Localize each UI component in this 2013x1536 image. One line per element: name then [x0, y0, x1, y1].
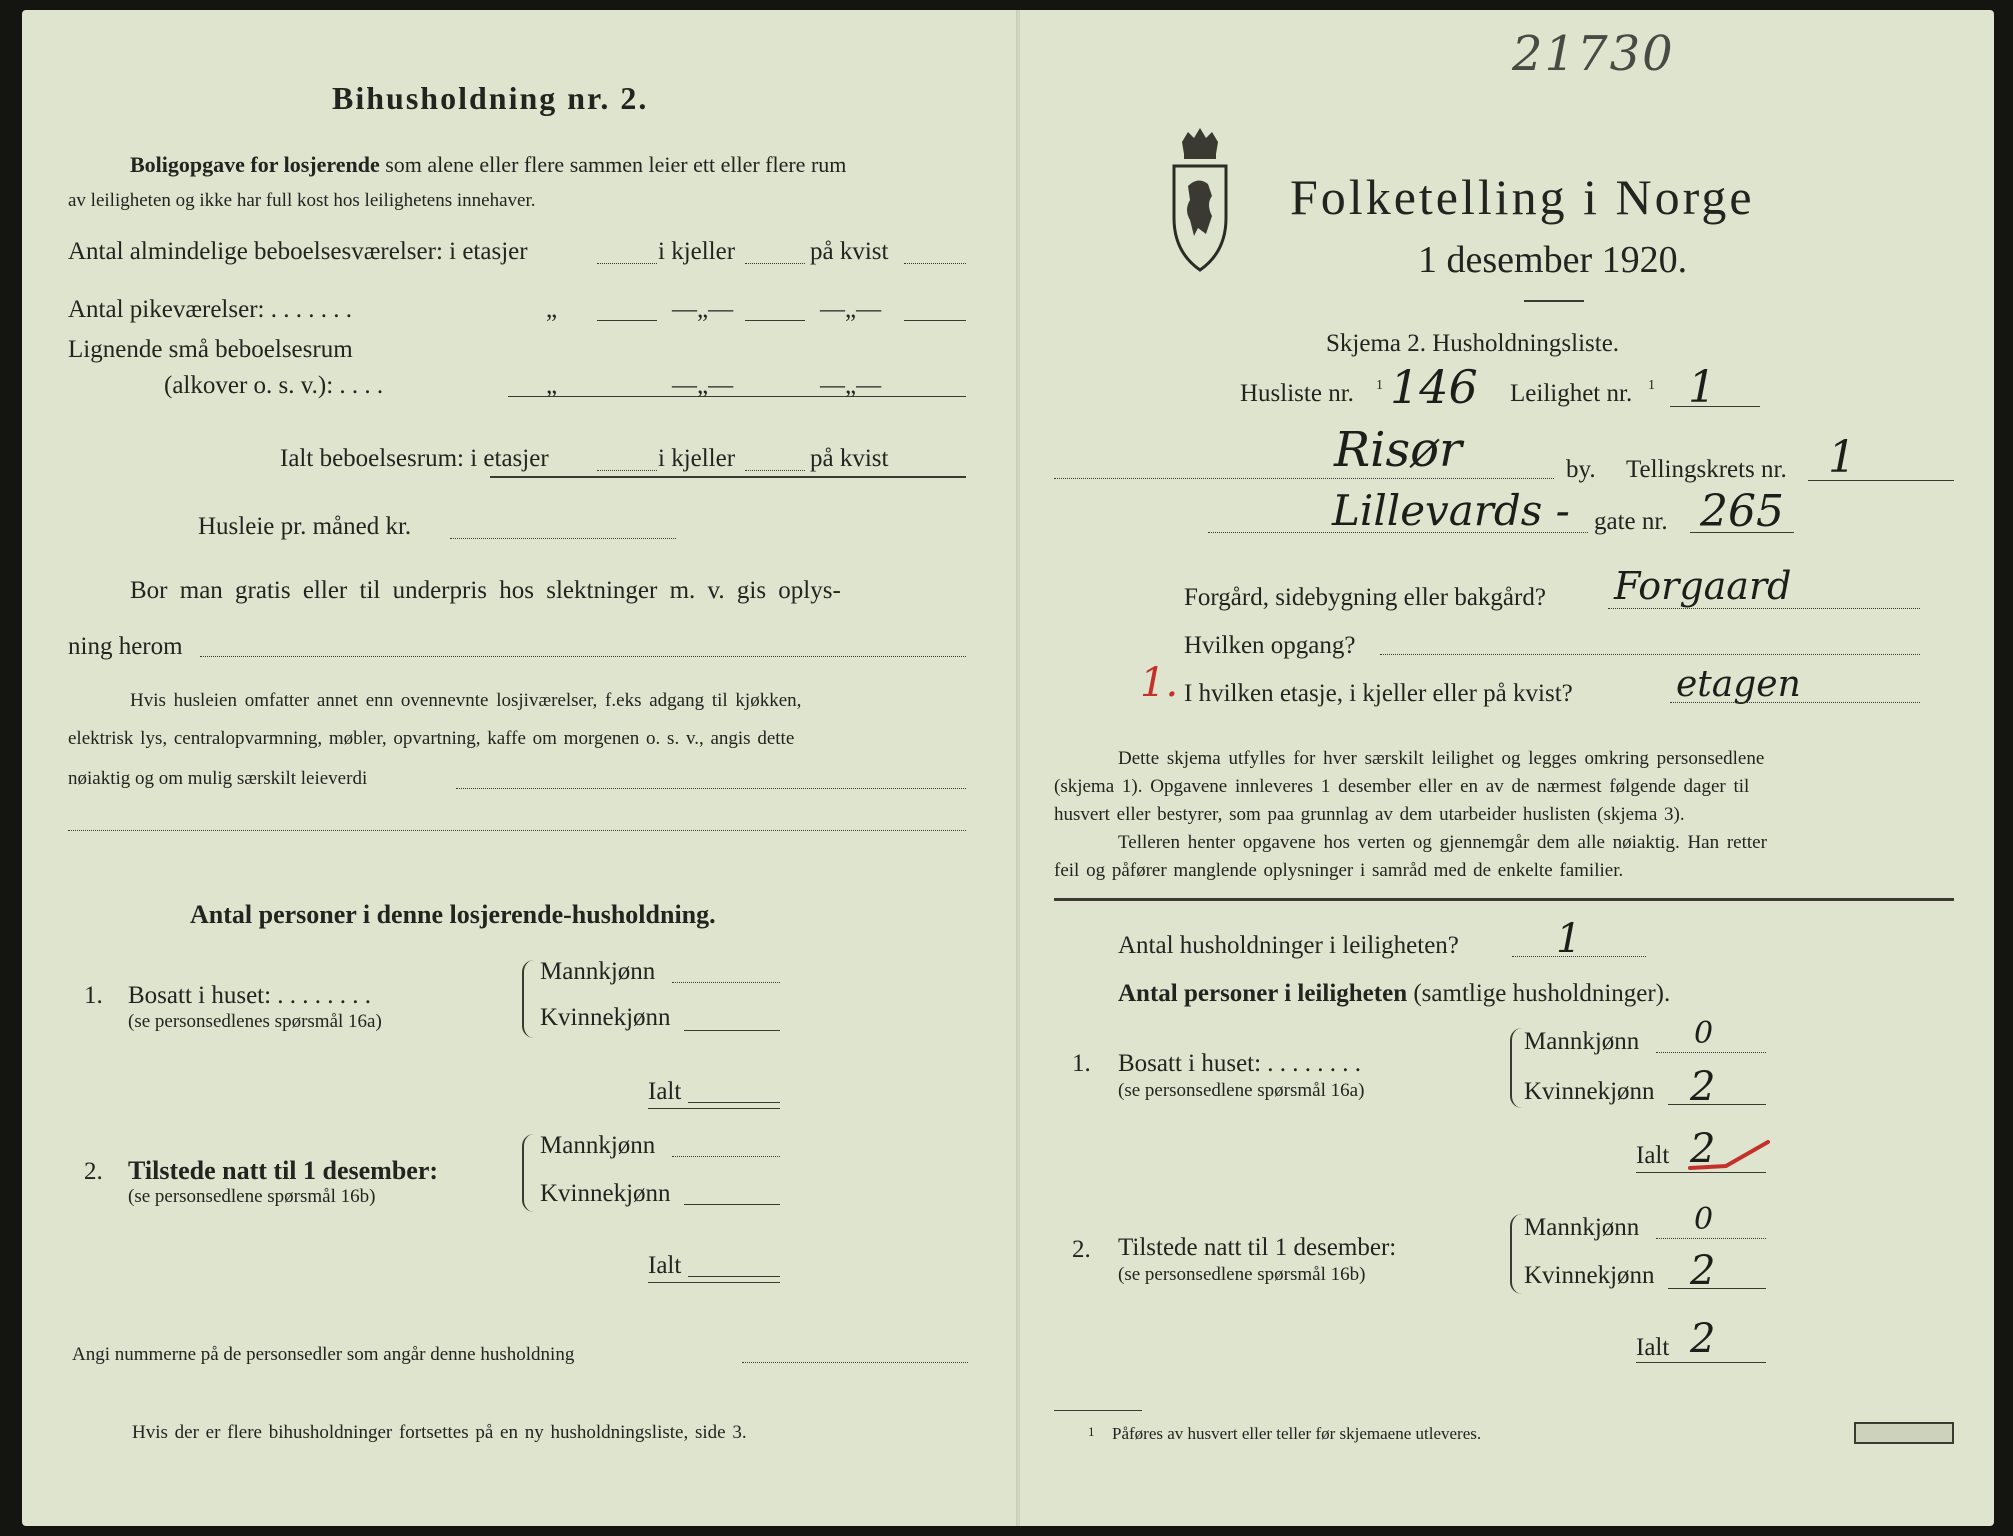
etasje-label: I hvilken etasje, i kjeller eller på kvist?: [1184, 680, 1573, 707]
left-q2-label: Tilstede natt til 1 desember:: [128, 1156, 439, 1185]
footnote-rule: [1054, 1410, 1142, 1411]
small-rooms-label-1: Lignende små beboelsesrum: [68, 336, 353, 363]
section-rule: [1054, 898, 1954, 901]
right-q1-mann-label: Mannkjønn: [1524, 1028, 1640, 1055]
husliste-footnote-mark: 1: [1376, 378, 1383, 393]
left-q1-kvinne-label: Kvinnekjønn: [540, 1004, 671, 1031]
extras-field[interactable]: [456, 788, 966, 789]
right-q2-mann-value[interactable]: 0: [1694, 1202, 1714, 1237]
title-rule: [1524, 300, 1584, 302]
rent-field[interactable]: [450, 538, 676, 539]
gratis-line-1: Bor man gratis eller til underpris hos slektninger m. v. gis oplys-: [130, 577, 841, 604]
left-q2-ialt-underline: [648, 1282, 780, 1283]
forgard-value[interactable]: Forgaard: [1614, 564, 1792, 608]
total-kjeller-label: i kjeller: [658, 445, 736, 472]
left-q2-mann-field[interactable]: [672, 1156, 780, 1157]
intro-line-1: Boligopgave for losjerende som alene eller flere sammen leier ett eller flere rum: [130, 152, 847, 177]
right-q1-sub: (se personsedlene spørsmål 16a): [1118, 1080, 1365, 1101]
small-ditto: „: [546, 372, 558, 399]
left-q1-brace: [522, 960, 538, 1038]
rent-label: Husleie pr. måned kr.: [198, 513, 412, 540]
krets-field: [1808, 480, 1954, 481]
pike-label: Antal pikeværelser: . . . . . . .: [68, 296, 352, 323]
right-q1-ialt-label: Ialt: [1636, 1142, 1670, 1169]
left-q2-ialt-label: Ialt: [648, 1252, 682, 1279]
gate-number-value[interactable]: 265: [1700, 486, 1784, 537]
gate-number-field: [1690, 532, 1794, 533]
right-q2-number: 2.: [1072, 1236, 1091, 1263]
extras-field-2[interactable]: [68, 830, 966, 831]
right-q1-ialt-underline: [1636, 1172, 1766, 1173]
by-value[interactable]: Risør: [1334, 422, 1462, 478]
right-q1-kvinne-label: Kvinnekjønn: [1524, 1078, 1655, 1105]
right-q2-kvinne-label: Kvinnekjønn: [1524, 1262, 1655, 1289]
leilighet-footnote-mark: 1: [1648, 378, 1655, 393]
total-kvist-label: på kvist: [810, 445, 889, 472]
right-q1-label: Bosatt i huset: . . . . . . . .: [1118, 1050, 1362, 1077]
etasje-value[interactable]: etagen: [1676, 664, 1801, 705]
households-value[interactable]: 1: [1556, 916, 1582, 962]
small-ditto-3: —„—: [820, 372, 882, 399]
forgard-label: Forgård, sidebygning eller bakgård?: [1184, 584, 1546, 611]
rooms-kjeller-label: i kjeller: [658, 238, 736, 265]
right-title: Folketelling i Norge: [1290, 169, 1755, 225]
krets-value[interactable]: 1: [1828, 432, 1856, 483]
right-q2-ialt-value[interactable]: 2: [1690, 1316, 1716, 1362]
rooms-etasjer-field[interactable]: [597, 263, 657, 264]
right-q2-mann-field: [1656, 1238, 1766, 1239]
by-field: [1054, 478, 1554, 479]
pike-ditto-2: —„—: [672, 296, 734, 323]
left-q2-sub: (se personsedlene spørsmål 16b): [128, 1186, 376, 1207]
intro-line-2: av leiligheten og ikke har full kost hos leilighetens innehaver.: [68, 190, 536, 211]
census-date: 1 desember 1920.: [1418, 239, 1688, 281]
leilighet-label: Leilighet nr.: [1510, 380, 1633, 407]
numbers-field[interactable]: [742, 1362, 968, 1363]
etasje-field: [1670, 702, 1920, 703]
by-label: by.: [1566, 456, 1596, 483]
krets-label: Tellingskrets nr.: [1626, 456, 1787, 483]
schema-label: Skjema 2. Husholdningsliste.: [1326, 330, 1620, 357]
pike-ditto-3: —„—: [820, 296, 882, 323]
left-q2-brace: [522, 1134, 538, 1212]
forgard-field: [1608, 608, 1920, 609]
left-q2-mann-label: Mannkjønn: [540, 1132, 656, 1159]
right-q1-kvinne-field: [1668, 1104, 1766, 1105]
info-line-4: Telleren henter opgavene hos verten og gjennemgår dem alle nøiaktig. Han retter: [1118, 832, 1767, 853]
rooms-kjeller-field[interactable]: [745, 263, 805, 264]
rooms-label: Antal almindelige beboelsesværelser: i etasjer: [68, 238, 528, 265]
red-check-mark: 1.: [1140, 660, 1179, 706]
info-line-1: Dette skjema utfylles for hver særskilt leilighet og legges omkring personsedlene: [1118, 748, 1765, 769]
left-q1-number: 1.: [84, 982, 103, 1009]
left-q1-ialt-field[interactable]: [688, 1102, 780, 1103]
households-label: Antal husholdninger i leiligheten?: [1118, 932, 1459, 959]
page-fold: [1016, 10, 1020, 1526]
right-q2-label: Tilstede natt til 1 desember:: [1118, 1234, 1397, 1261]
gate-field: [1208, 532, 1588, 533]
left-q1-ialt-label: Ialt: [648, 1078, 682, 1105]
norwegian-lion-coat-of-arms-icon: [1168, 124, 1232, 274]
continue-note: Hvis der er flere bihusholdninger fortsettes på en ny husholdningsliste, side 3.: [132, 1422, 747, 1443]
left-title: Bihusholdning nr. 2.: [332, 80, 649, 116]
left-q1-ialt-underline: [648, 1108, 780, 1109]
opgang-label: Hvilken opgang?: [1184, 632, 1356, 659]
husliste-value[interactable]: 146: [1390, 360, 1478, 414]
right-q1-kvinne-value[interactable]: 2: [1690, 1064, 1716, 1110]
left-q2-ialt-field[interactable]: [688, 1276, 780, 1277]
left-persons-heading: Antal personer i denne losjerende-husholdning.: [190, 900, 716, 929]
opgang-field[interactable]: [1380, 654, 1920, 655]
left-q1-sub: (se personsedlenes spørsmål 16a): [128, 1011, 382, 1032]
small-rooms-fields[interactable]: [508, 396, 966, 397]
left-q1-mann-field[interactable]: [672, 982, 780, 983]
pike-ditto: „: [546, 296, 558, 323]
info-line-3: husvert eller bestyrer, som paa grunnlag av dem utarbeider huslisten (skjema 3).: [1054, 804, 1685, 825]
gate-value[interactable]: Lillevards -: [1332, 486, 1570, 535]
printer-stamp-icon: [1854, 1422, 1954, 1444]
households-field: [1512, 956, 1646, 957]
right-q1-number: 1.: [1072, 1050, 1091, 1077]
left-q1-kvinne-field[interactable]: [684, 1030, 780, 1031]
gratis-line-2: ning herom: [68, 633, 183, 660]
extras-line-2: elektrisk lys, centralopvarmning, møbler, opvartning, kaffe om morgenen o. s. v., angis dette: [68, 728, 795, 749]
left-q1-mann-label: Mannkjønn: [540, 958, 656, 985]
footnote-mark: 1: [1088, 1424, 1095, 1439]
archive-number: 21730: [1512, 26, 1675, 82]
small-rooms-label-2: (alkover o. s. v.): . . . .: [164, 372, 384, 399]
left-q2-number: 2.: [84, 1158, 103, 1185]
left-q1-label: Bosatt i huset: . . . . . . . .: [128, 982, 372, 1009]
rooms-kvist-field[interactable]: [904, 263, 966, 264]
total-kjeller-field[interactable]: [745, 470, 805, 471]
leilighet-value[interactable]: 1: [1688, 362, 1716, 413]
right-q2-ialt-label: Ialt: [1636, 1334, 1670, 1361]
pike-kjeller-field[interactable]: [745, 320, 805, 321]
info-line-5: feil og påfører manglende oplysninger i samråd med de enkelte familier.: [1054, 860, 1624, 881]
info-line-2: (skjema 1). Opgavene innleveres 1 desember eller en av de nærmest følgende dager til: [1054, 776, 1750, 797]
extras-line-3: nøiaktig og om mulig særskilt leieverdi: [68, 768, 368, 789]
left-q2-kvinne-field[interactable]: [684, 1204, 780, 1205]
pike-etasjer-field[interactable]: [597, 320, 657, 321]
right-q2-kvinne-field: [1668, 1288, 1766, 1289]
right-q1-mann-value[interactable]: 0: [1694, 1016, 1714, 1051]
right-q2-ialt-underline: [1636, 1362, 1766, 1363]
leilighet-field: [1670, 406, 1760, 407]
small-ditto-2: —„—: [672, 372, 734, 399]
right-persons-heading: Antal personer i leiligheten (samtlige husholdninger).: [1118, 980, 1671, 1007]
left-q2-kvinne-label: Kvinnekjønn: [540, 1180, 671, 1207]
total-rooms-label: Ialt beboelsesrum: i etasjer: [280, 445, 549, 472]
gratis-field[interactable]: [200, 656, 966, 657]
rooms-kvist-label: på kvist: [810, 238, 889, 265]
right-q2-sub: (se personsedlene spørsmål 16b): [1118, 1264, 1366, 1285]
right-q1-ialt-value[interactable]: 2: [1690, 1126, 1716, 1172]
pike-kvist-field[interactable]: [904, 320, 966, 321]
total-etasjer-field[interactable]: [597, 470, 657, 471]
right-q2-mann-label: Mannkjønn: [1524, 1214, 1640, 1241]
gate-label: gate nr.: [1594, 508, 1668, 535]
right-q2-kvinne-value[interactable]: 2: [1690, 1248, 1716, 1294]
footnote-text: Påføres av husvert eller teller før skjemaene utleveres.: [1112, 1424, 1482, 1443]
numbers-label: Angi nummerne på de personsedler som angår denne husholdning: [72, 1344, 575, 1365]
right-q1-mann-field: [1656, 1052, 1766, 1053]
total-rooms-underline: [490, 476, 966, 478]
husliste-label: Husliste nr.: [1240, 380, 1354, 407]
extras-line-1: Hvis husleien omfatter annet enn ovennevnte losjiværelser, f.eks adgang til kjøkken,: [130, 690, 802, 711]
